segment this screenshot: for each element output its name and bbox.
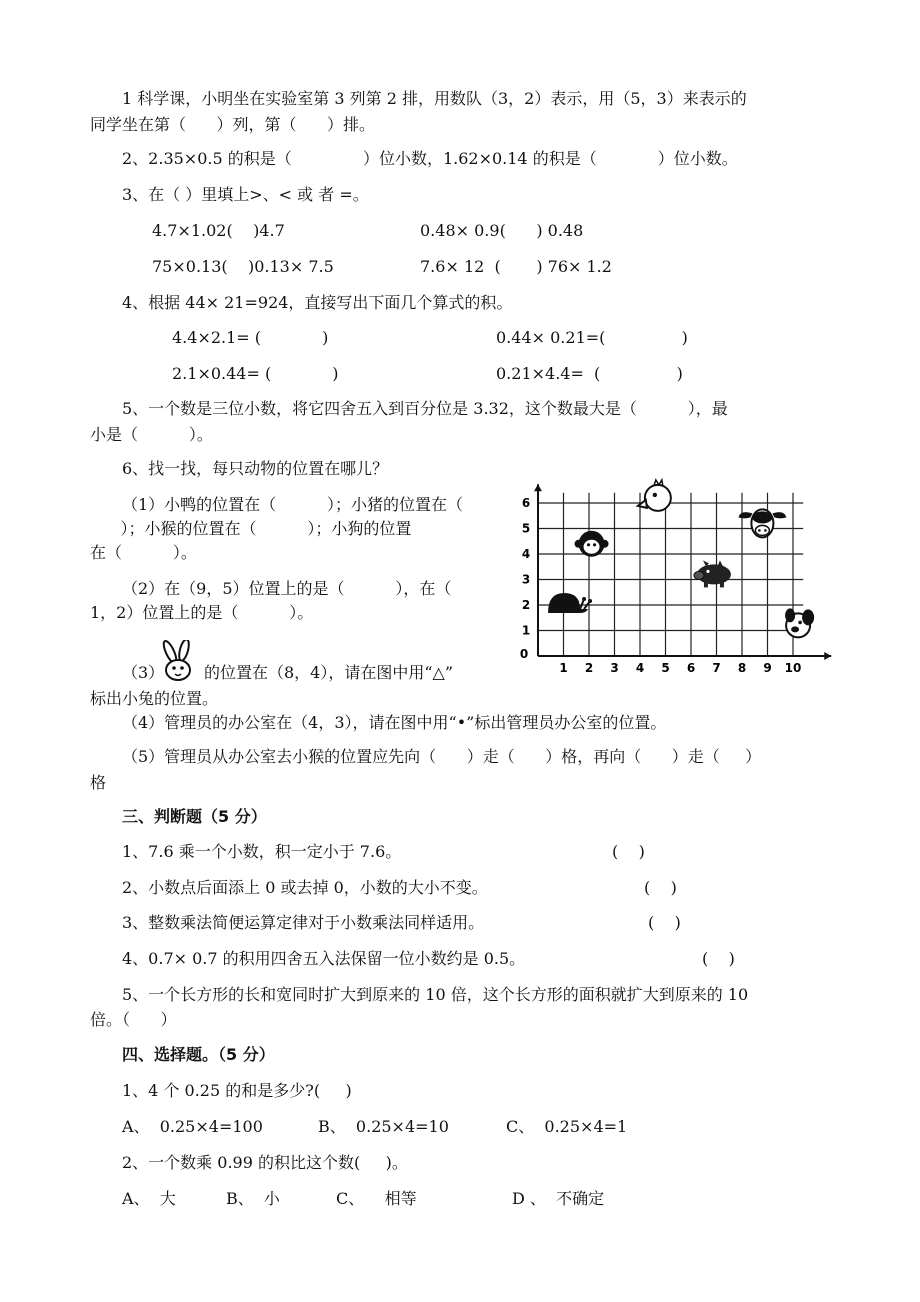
q4-a: 4.4×2.1= ( ) — [172, 328, 329, 347]
q6-p4: （4）管理员的办公室在（4，3），请在图中用“•”标出管理员办公室的位置。 — [122, 713, 667, 732]
q6-title: 6、找一找，每只动物的位置在哪儿？ — [122, 459, 389, 478]
x-tick-label: 6 — [686, 661, 696, 675]
choice-1-b[interactable]: B、 0.25×4=10 — [318, 1117, 449, 1136]
y-tick-label: 5 — [521, 521, 531, 536]
monkey-icon — [575, 531, 609, 557]
q6-p5-l2: 格 — [90, 773, 107, 792]
x-tick-label: 5 — [661, 661, 670, 675]
q4-c: 2.1×0.44= ( ) — [172, 364, 339, 383]
x-tick-label: 0 — [519, 647, 529, 661]
choice-1: 1、4 个 0.25 的和是多少?( ) — [122, 1081, 352, 1100]
x-tick-label: 2 — [584, 661, 594, 675]
coordinate-grid — [512, 476, 840, 676]
rabbit-icon — [160, 640, 200, 682]
q1-line2: 同学坐在第（ ）列，第（ ）排。 — [90, 115, 376, 134]
y-tick-label: 4 — [521, 547, 531, 561]
q3-a: 4.7×1.02( )4.7 — [152, 221, 285, 240]
choice-2-b[interactable]: B、 小 — [226, 1189, 280, 1208]
q6-p1-l1: （1）小鸭的位置在（ ）；小猪的位置在（ — [122, 495, 464, 514]
q6-p2-l2: 1，2）位置上的是（ ）。 — [90, 603, 314, 622]
choice-2-c[interactable]: C、 相等 — [336, 1189, 417, 1208]
judge-4: 4、0.7× 0.7 的积用四舍五入法保留一位小数约是 0.5。 — [122, 949, 526, 968]
x-tick-label: 4 — [635, 661, 645, 675]
section4-title: 四、选择题。（5 分） — [122, 1045, 275, 1064]
q6-p3-pre: （3） — [122, 663, 165, 682]
y-tick-label: 2 — [521, 598, 531, 612]
q5-line2: 小是（ ）。 — [90, 425, 213, 444]
judge-3: 3、整数乘法简便运算定律对于小数乘法同样适用。 — [122, 913, 485, 932]
judge-5-line2: 倍。（ ） — [90, 1010, 177, 1029]
judge-1: 1、7.6 乘一个小数，积一定小于 7.6。 — [122, 842, 402, 861]
q4-title: 4、根据 44× 21=924，直接写出下面几个算式的积。 — [122, 293, 513, 312]
x-tick-label: 8 — [737, 661, 747, 675]
y-tick-label: 3 — [521, 572, 531, 587]
x-tick-label: 1 — [559, 661, 568, 675]
y-tick-label: 1 — [521, 623, 531, 638]
choice-2: 2、一个数乘 0.99 的积比这个数( )。 — [122, 1153, 408, 1172]
y-axis-arrow — [534, 484, 542, 491]
x-tick-label: 7 — [712, 661, 721, 675]
q1-line1: 1 科学课，小明坐在实验室第 3 列第 2 排，用数队（3，2）表示，用（5，3）来表示的 — [122, 89, 747, 108]
q6-p5-l1: （5）管理员从办公室去小猴的位置应先向（ ）走（ ）格，再向（ ）走（ ） — [122, 747, 762, 766]
dog-icon — [785, 608, 814, 637]
q3-b: 0.48× 0.9( ) 0.48 — [420, 221, 584, 240]
q6-p3-l2: 标出小兔的位置。 — [90, 689, 219, 708]
section3-title: 三、判断题（5 分） — [122, 807, 267, 826]
duck-icon — [638, 480, 671, 511]
q3-c: 75×0.13( )0.13× 7.5 — [152, 257, 334, 276]
judge-2-bracket[interactable]: ( ) — [644, 878, 677, 897]
judge-2: 2、小数点后面添上 0 或去掉 0，小数的大小不变。 — [122, 878, 488, 897]
x-tick-label: 3 — [610, 661, 619, 675]
q6-p3-post: 的位置在（8，4），请在图中用“△” — [204, 663, 454, 682]
x-axis-arrow — [824, 652, 831, 660]
q3-d: 7.6× 12 ( ) 76× 1.2 — [420, 257, 612, 276]
choice-1-c[interactable]: C、 0.25×4=1 — [506, 1117, 628, 1136]
judge-5-line1: 5、一个长方形的长和宽同时扩大到原来的 10 倍，这个长方形的面积就扩大到原来的 10 — [122, 985, 749, 1004]
q6-p1-l2: ）；小猴的位置在（ ）；小狗的位置 — [90, 519, 412, 538]
judge-4-bracket[interactable]: ( ) — [702, 949, 735, 968]
choice-2-d[interactable]: D 、 不确定 — [512, 1189, 605, 1208]
q6-p2-l1: （2）在（9，5）位置上的是（ ），在（ — [122, 579, 452, 598]
q4-d: 0.21×4.4= ( ) — [496, 364, 683, 383]
judge-1-bracket[interactable]: ( ) — [612, 842, 645, 861]
q4-b: 0.44× 0.21=( ) — [496, 328, 688, 347]
choice-2-a[interactable]: A、 大 — [122, 1189, 176, 1208]
x-tick-label: 10 — [784, 661, 802, 675]
judge-3-bracket[interactable]: ( ) — [648, 913, 681, 932]
choice-1-a[interactable]: A、 0.25×4=100 — [122, 1117, 263, 1136]
x-tick-label: 9 — [763, 661, 772, 675]
q3-title: 3、在（ ）里填上>、< 或 者 =。 — [122, 185, 369, 204]
snail-icon — [548, 593, 592, 613]
y-tick-label: 6 — [521, 496, 531, 510]
cow-icon — [738, 509, 786, 537]
pig-icon — [694, 560, 731, 587]
q2: 2、2.35×0.5 的积是（ ）位小数，1.62×0.14 的积是（ ）位小数。 — [122, 149, 738, 168]
q6-p1-l3: 在（ ）。 — [90, 543, 197, 562]
q5-line1: 5、一个数是三位小数，将它四舍五入到百分位是 3.32，这个数最大是（ ），最 — [122, 399, 728, 418]
